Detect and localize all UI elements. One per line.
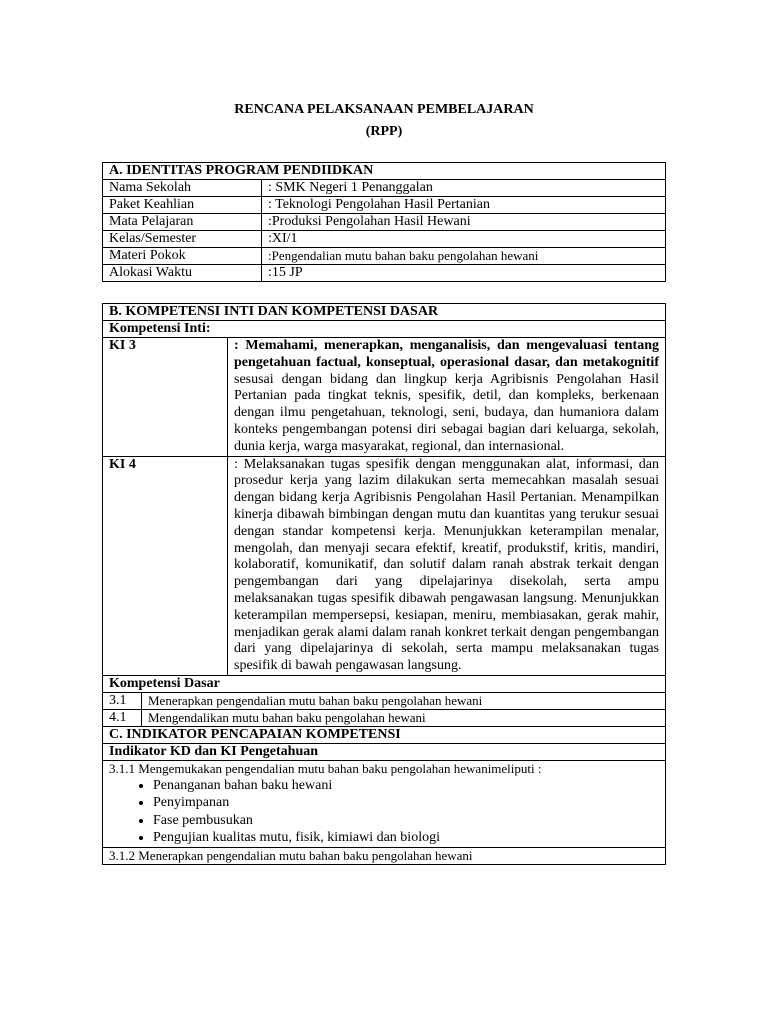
indikator-item-row xyxy=(103,847,666,864)
list-item: • Fase pembusukan xyxy=(153,812,659,830)
ki3-label: KI 3 xyxy=(103,338,228,457)
ki-heading-row xyxy=(103,321,666,338)
indikator-subheading: Indikator KD dan KI Pengetahuan xyxy=(103,743,666,760)
identitas-label: Alokasi Waktu xyxy=(103,265,262,282)
table-row xyxy=(103,265,666,282)
identitas-label: Kelas/Semester xyxy=(103,231,262,248)
list-item: • Penyimpanan xyxy=(153,794,659,812)
kompetensi-heading: B. KOMPETENSI INTI DAN KOMPETENSI DASAR xyxy=(103,304,666,321)
ki3-bold-text: : Memahami, menerapkan, menganalisis, dan mengevaluasi tentang pengetahuan factual, konseptual, operasional dasar, dan metakognitif xyxy=(234,338,659,370)
identitas-heading-row xyxy=(103,163,666,180)
indikator-heading-row xyxy=(103,726,666,743)
indikator-item-text: 3.1.2 Menerapkan pengendalian mutu bahan baku pengolahan hewani xyxy=(103,847,666,864)
kd-row xyxy=(103,709,666,726)
identitas-label: Nama Sekolah xyxy=(103,180,262,197)
kd-heading: Kompetensi Dasar xyxy=(103,675,666,692)
kompetensi-heading-row xyxy=(103,304,666,321)
kd-cell xyxy=(103,709,666,726)
table-row xyxy=(103,180,666,197)
indikator-heading: C. INDIKATOR PENCAPAIAN KOMPETENSI xyxy=(103,726,666,743)
indikator-bullet-list xyxy=(109,777,659,847)
kd-number: 4.1 xyxy=(103,710,142,726)
ki4-description: : Melaksanakan tugas spesifik dengan menggunakan alat, informasi, dan prosedur kerja yang lazim dilakukan serta memecahkan masalah sesuai dengan bidang kerja Agribisnis Pengolahan Hasil Pertanian. Menampilkan kinerja dibawah bimbingan dengan mutu dan kuantitas yang terukur sesuai dengan standar kompetensi kerja. Menunjukkan keterampilan menalar, mengolah, dan menyaji secara efektif, kreatif, produkstif, kritis, mandiri, kolaboratif, komunikatif, dan solutif dalam ranah abstrak terkait dengan pengembangan dari yang dipelajarinya disekolah, serta ampu melaksanakan tugas spesifik dibawah pengawasan langsung. Menunjukkan keterampilan mempersepsi, kesiapan, meniru, membiasakan, gerak mahir, menjadikan gerak alami dalam ranah konkret terkait dengan pengembangan dari yang dipelajarinya di sekolah, serta mampu melaksanakan tugas spesifik di bawah pengawasan langsung. xyxy=(228,456,666,675)
ki3-text: sesusai dengan bidang dan lingkup kerja Agribisnis Pengolahan Hasil Pertanian pada tingkat teknis, spesifik, detil, dan kompleks, berkenaan dengan ilmu pengetahuan, teknologi, seni, budaya, dan humaniora dalam konteks pengembangan potensi diri sebagai bagian dari keluarga, sekolah, dunia kerja, warga masyarakat, regional, dan internasional. xyxy=(234,371,659,454)
indikator-subheading-row xyxy=(103,743,666,760)
kd-row xyxy=(103,692,666,709)
table-row xyxy=(103,248,666,265)
identitas-table xyxy=(102,162,666,282)
kompetensi-table xyxy=(102,303,666,865)
identitas-heading: A. IDENTITAS PROGRAM PENDIIDKAN xyxy=(103,163,666,180)
ki4-label: KI 4 xyxy=(103,456,228,675)
list-item: • Pengujian kualitas mutu, fisik, kimiawi dan biologi xyxy=(153,829,659,847)
identitas-value: :Produksi Pengolahan Hasil Hewani xyxy=(262,214,666,231)
ki4-row xyxy=(103,456,666,675)
kd-text: Mengendalikan mutu bahan baku pengolahan hewani xyxy=(148,709,426,725)
table-row xyxy=(103,214,666,231)
ki3-description xyxy=(228,338,666,457)
ki3-row xyxy=(103,338,666,457)
table-row xyxy=(103,197,666,214)
identitas-value: : Teknologi Pengolahan Hasil Pertanian xyxy=(262,197,666,214)
identitas-value: :Pengendalian mutu bahan baku pengolahan hewani xyxy=(262,248,666,265)
document-title: RENCANA PELAKSANAAN PEMBELAJARAN xyxy=(234,102,534,117)
kd-text: Menerapkan pengendalian mutu bahan baku pengolahan hewani xyxy=(148,692,483,708)
indikator-item xyxy=(103,760,666,847)
ki-heading: Kompetensi Inti: xyxy=(103,321,666,338)
identitas-label: Materi Pokok xyxy=(103,248,262,265)
document-subtitle: (RPP) xyxy=(365,124,403,139)
identitas-value: :XI/1 xyxy=(262,231,666,248)
identitas-label: Mata Pelajaran xyxy=(103,214,262,231)
kd-heading-row xyxy=(103,675,666,692)
indikator-item-row xyxy=(103,760,666,847)
table-row xyxy=(103,231,666,248)
indikator-item-text: 3.1.1 Mengemukakan pengendalian mutu bahan baku pengolahan hewanimeliputi : xyxy=(109,760,542,776)
kd-number: 3.1 xyxy=(103,693,142,709)
list-item: • Penanganan bahan baku hewani xyxy=(153,777,659,795)
identitas-label: Paket Keahlian xyxy=(103,197,262,214)
identitas-value: :15 JP xyxy=(262,265,666,282)
identitas-value: : SMK Negeri 1 Penanggalan xyxy=(262,180,666,197)
kd-cell xyxy=(103,692,666,709)
